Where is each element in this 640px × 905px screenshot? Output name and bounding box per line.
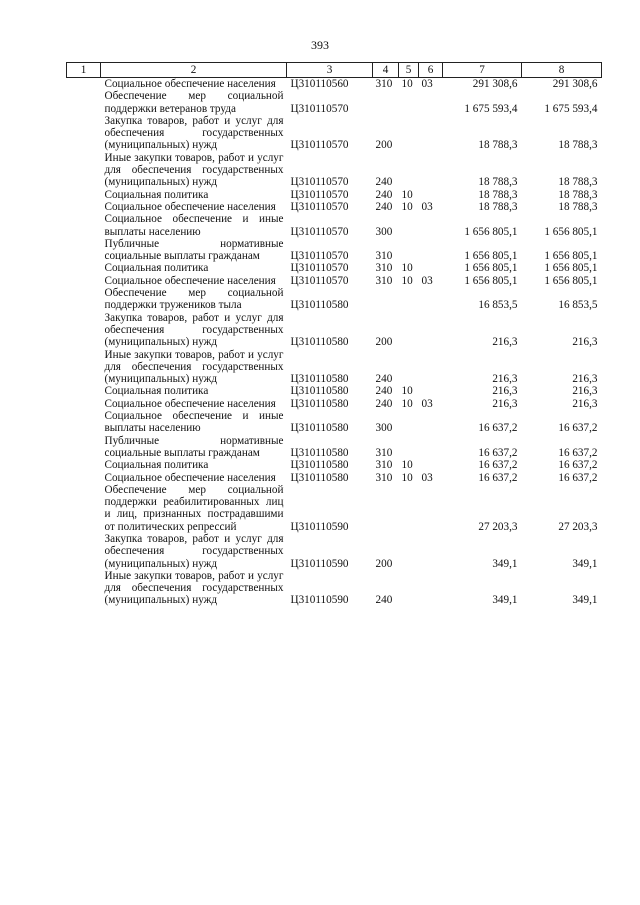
row-col-7: 16 637,2 [478,459,518,472]
row-col-4: 200 [375,557,393,570]
table-body [67,78,602,607]
row-name: Публичные нормативные социальные выплаты гражданам [104,434,284,459]
row-col-4: 310 [375,446,393,459]
row-col-5 [399,287,419,312]
table-row [67,459,602,471]
row-col-5 [399,570,419,607]
row-name: Обеспечение мер социальной поддержки ветеранов труда [104,90,284,115]
row-col-6 [419,349,443,386]
row-col-5 [399,152,419,189]
first-cell [67,435,101,460]
row-col-5: 10 [401,459,413,472]
row-code: Ц310110570 [290,188,349,201]
table-row [67,90,602,115]
row-col-8: 1 656 805,1 [544,274,598,287]
row-col-6: 03 [421,274,433,287]
row-code: Ц310110590 [290,520,349,533]
row-col-6 [419,189,443,201]
row-col-7: 1 675 593,4 [464,102,518,115]
row-name: Публичные нормативные социальные выплаты гражданам [104,237,284,263]
row-name: Социальная политика [104,188,209,201]
row-col-6 [419,115,443,152]
row-col-5: 10 [401,385,413,398]
row-col-5 [399,213,419,238]
row-col-8: 216,3 [572,385,598,398]
row-col-5 [399,533,419,570]
table-row [67,189,602,201]
table-row [67,78,602,91]
row-col-8: 216,3 [572,373,598,386]
row-col-7: 1 656 805,1 [464,262,518,275]
first-cell [67,78,101,91]
row-col-8: 16 853,5 [558,299,598,312]
row-col-8: 16 637,2 [558,459,598,472]
row-col-5 [399,115,419,152]
page-number: 393 [311,38,329,52]
row-code: Ц310110580 [290,299,349,312]
row-col-4: 310 [375,459,393,472]
row-code: Ц310110570 [290,102,349,115]
row-col-6 [419,90,443,115]
table-row [67,275,602,287]
row-code: Ц310110570 [290,262,349,275]
row-name: Иные закупки товаров, работ и услуг для обеспечения государственных (муниципальных) нужд [104,151,284,189]
row-code: Ц310110580 [290,446,349,459]
row-col-6 [419,435,443,460]
row-col-5: 10 [401,78,413,90]
table-row [67,213,602,238]
row-name: Иные закупки товаров, работ и услуг для обеспечения государственных (муниципальных) нужд [104,348,284,386]
row-name: Закупка товаров, работ и услуг для обеспечения государственных (муниципальных) нужд [104,311,284,349]
table-row [67,312,602,349]
row-code: Ц310110580 [290,373,349,386]
first-cell [67,398,101,410]
row-col-8: 216,3 [572,336,598,349]
table-row [67,201,602,213]
row-col-5 [399,312,419,349]
row-col-7: 27 203,3 [478,520,518,533]
row-col-4: 240 [375,188,393,201]
row-col-6 [419,238,443,263]
row-code: Ц310110560 [290,78,349,90]
row-name: Социальное обеспечение и иные выплаты населению [104,410,284,435]
row-col-7: 1 656 805,1 [464,225,518,238]
row-col-5 [399,410,419,435]
row-col-6 [419,459,443,471]
header-col-8: 8 [522,63,602,78]
table-row [67,398,602,410]
row-col-4: 300 [375,422,393,435]
row-col-6 [419,570,443,607]
row-name: Социальное обеспечение населения [104,78,276,90]
table-row [67,570,602,607]
row-code: Ц310110580 [290,459,349,472]
first-cell [67,312,101,349]
row-code: Ц310110580 [290,385,349,398]
table-row [67,472,602,484]
first-cell [67,410,101,435]
table-row [67,349,602,386]
first-cell [67,349,101,386]
row-col-4: 310 [375,262,393,275]
first-cell [67,115,101,152]
row-col-7: 216,3 [492,336,518,349]
row-code: Ц310110580 [290,336,349,349]
table-row [67,238,602,263]
row-col-8: 216,3 [572,397,598,410]
first-cell [67,472,101,484]
first-cell [67,287,101,312]
row-col-7: 18 788,3 [478,188,518,201]
header-col-5: 5 [399,63,419,78]
row-col-5: 10 [401,200,413,213]
header-col-4: 4 [373,63,399,78]
row-col-8: 1 656 805,1 [544,225,598,238]
header-col-6: 6 [419,63,443,78]
row-col-8: 16 637,2 [558,422,598,435]
row-name: Социальное обеспечение населения [104,200,276,213]
table-header [67,63,602,78]
row-code: Ц310110590 [290,594,349,607]
row-col-4: 310 [375,78,393,90]
row-col-7: 349,1 [492,557,518,570]
row-col-4 [373,90,399,115]
table-row [67,435,602,460]
row-col-5 [399,435,419,460]
row-name: Социальная политика [104,385,209,398]
row-col-8: 1 656 805,1 [544,262,598,275]
row-col-7: 16 853,5 [478,299,518,312]
row-col-4: 310 [375,274,393,287]
row-col-6 [419,213,443,238]
row-col-5: 10 [401,471,413,484]
row-col-7: 16 637,2 [478,446,518,459]
row-code: Ц310110590 [290,557,349,570]
first-cell [67,385,101,397]
row-col-6: 03 [421,471,433,484]
row-col-8: 16 637,2 [558,446,598,459]
row-col-8: 349,1 [572,594,598,607]
row-col-6 [419,262,443,274]
row-col-5 [399,238,419,263]
first-cell [67,570,101,607]
row-col-7: 349,1 [492,594,518,607]
row-code: Ц310110570 [290,200,349,213]
row-col-4: 310 [375,250,393,263]
row-name: Обеспечение мер социальной поддержки тружеников тыла [104,287,284,312]
row-col-4: 240 [375,200,393,213]
budget-table [66,62,602,607]
row-code: Ц310110570 [290,176,349,189]
row-col-7: 291 308,6 [472,78,518,90]
row-col-6 [419,312,443,349]
header-col-3: 3 [287,63,373,78]
row-col-8: 1 675 593,4 [544,102,598,115]
row-code: Ц310110580 [290,422,349,435]
first-cell [67,275,101,287]
row-name: Социальная политика [104,459,209,472]
table-row [67,262,602,274]
first-cell [67,90,101,115]
row-col-5: 10 [401,262,413,275]
table-row [67,484,602,533]
row-col-8: 27 203,3 [558,520,598,533]
row-col-4: 200 [375,139,393,152]
row-col-7: 18 788,3 [478,200,518,213]
first-cell [67,201,101,213]
row-col-7: 16 637,2 [478,471,518,484]
row-col-4: 300 [375,225,393,238]
row-col-4: 240 [375,594,393,607]
row-col-4: 240 [375,385,393,398]
row-name: Социальное обеспечение населения [104,274,276,287]
row-col-6 [419,287,443,312]
first-cell [67,238,101,263]
row-col-4 [373,287,399,312]
row-name: Иные закупки товаров, работ и услуг для обеспечения государственных (муниципальных) нужд [104,569,284,607]
row-col-7: 1 656 805,1 [464,250,518,263]
header-col-1: 1 [67,63,101,78]
first-cell [67,459,101,471]
table-row [67,410,602,435]
table-row [67,115,602,152]
row-name: Обеспечение мер социальной поддержки реабилитированных лиц и лиц, признанных пострадавшими от политических репрессий [104,483,284,533]
row-name: Закупка товаров, работ и услуг для обеспечения государственных (муниципальных) нужд [104,114,284,152]
table-row [67,385,602,397]
row-code: Ц310110570 [290,274,349,287]
row-name: Социальное обеспечение населения [104,397,276,410]
first-cell [67,533,101,570]
row-col-7: 216,3 [492,397,518,410]
row-col-7: 18 788,3 [478,139,518,152]
header-col-7: 7 [443,63,522,78]
table-row [67,533,602,570]
row-col-6 [419,385,443,397]
first-cell [67,213,101,238]
header-col-2: 2 [101,63,287,78]
row-code: Ц310110580 [290,471,349,484]
row-code: Ц310110570 [290,250,349,263]
row-col-8: 18 788,3 [558,139,598,152]
row-name: Социальное обеспечение и иные выплаты населению [104,213,284,238]
row-col-5: 10 [401,188,413,201]
row-col-4: 200 [375,336,393,349]
row-col-8: 18 788,3 [558,200,598,213]
first-cell [67,262,101,274]
first-cell [67,189,101,201]
row-col-8: 18 788,3 [558,188,598,201]
first-cell [67,152,101,189]
row-col-7: 216,3 [492,373,518,386]
table-row [67,152,602,189]
row-col-7: 216,3 [492,385,518,398]
row-col-6: 03 [421,397,433,410]
row-col-4: 240 [375,176,393,189]
row-col-4: 240 [375,373,393,386]
row-code: Ц310110570 [290,139,349,152]
row-col-7: 16 637,2 [478,422,518,435]
row-name: Закупка товаров, работ и услуг для обеспечения государственных (муниципальных) нужд [104,532,284,570]
row-col-4 [373,484,399,533]
row-col-6 [419,533,443,570]
row-col-6: 03 [421,78,433,90]
row-col-7: 1 656 805,1 [464,274,518,287]
row-col-8: 16 637,2 [558,471,598,484]
row-col-8: 18 788,3 [558,176,598,189]
row-code: Ц310110580 [290,397,349,410]
row-col-5 [399,90,419,115]
row-col-6 [419,410,443,435]
row-col-5 [399,484,419,533]
first-cell [67,484,101,533]
row-col-8: 1 656 805,1 [544,250,598,263]
row-name: Социальное обеспечение населения [104,471,276,484]
row-col-4: 240 [375,397,393,410]
row-col-6 [419,152,443,189]
row-col-7: 18 788,3 [478,176,518,189]
row-col-5 [399,349,419,386]
row-col-8: 291 308,6 [552,78,598,90]
row-col-6: 03 [421,200,433,213]
row-col-4: 310 [375,471,393,484]
row-col-5: 10 [401,274,413,287]
row-col-8: 349,1 [572,557,598,570]
row-name: Социальная политика [104,262,209,275]
row-col-5: 10 [401,397,413,410]
table-row [67,287,602,312]
row-code: Ц310110570 [290,225,349,238]
row-col-6 [419,484,443,533]
